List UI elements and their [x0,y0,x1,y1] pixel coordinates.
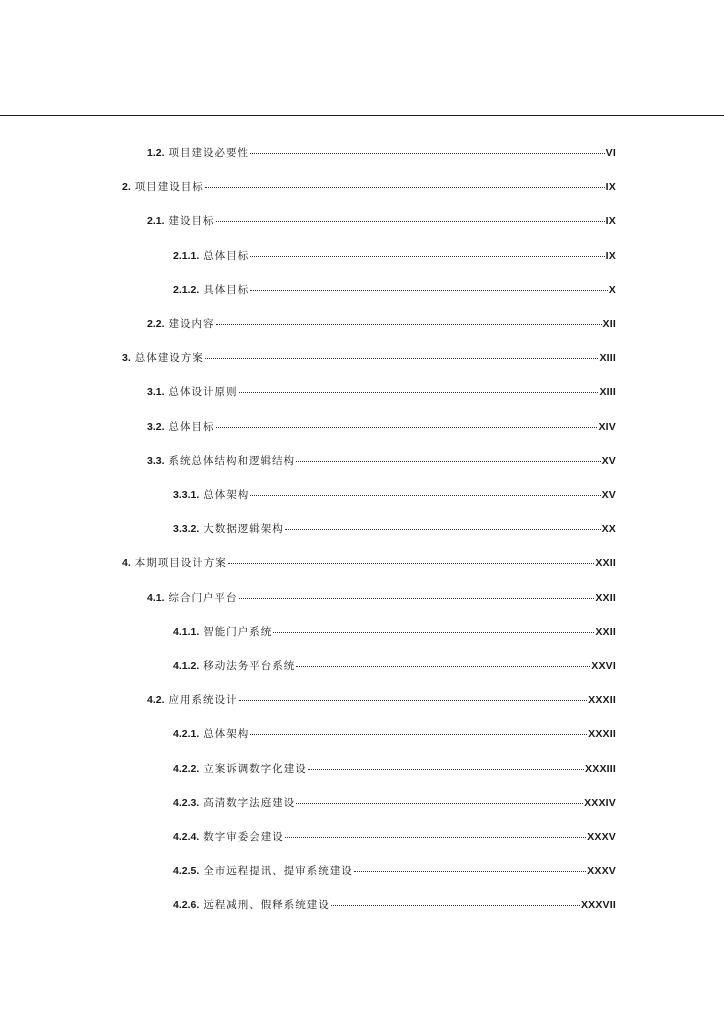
toc-entry-number: 4.2.4. [173,831,200,843]
toc-dot-leader [273,620,594,633]
toc-entry-number: 3.3.1. [173,489,200,501]
toc-entry[interactable] [173,280,616,296]
toc-dot-leader [250,483,600,496]
toc-entry-title: 总体架构 [203,489,250,501]
toc-entry-number: 4.2.2. [173,762,200,775]
toc-entry[interactable] [147,314,616,330]
toc-entry-title: 总体目标 [168,420,215,433]
toc-entry-title: 移动法务平台系统 [203,660,296,672]
toc-entry-number: 4. [122,557,131,570]
toc-entry-page-number: XXXV [587,865,616,878]
toc-entry-page-number: XXII [595,591,616,604]
toc-entry[interactable] [147,143,616,159]
toc-entry[interactable] [147,690,616,706]
toc-entry[interactable] [173,622,616,638]
toc-dot-leader [239,586,595,599]
toc-entry-page-number: XII [602,318,616,330]
toc-entry[interactable] [173,724,616,740]
header-rule [0,115,724,116]
toc-entry[interactable] [147,382,616,398]
toc-dot-leader [296,449,601,462]
toc-entry[interactable] [173,861,616,877]
toc-entry-title: 总体目标 [203,249,250,262]
toc-dot-leader [216,415,598,428]
toc-entry-title: 本期项目设计方案 [134,557,227,570]
toc-entry-page-number: XXVI [591,660,616,672]
toc-entry[interactable] [173,519,616,535]
toc-entry[interactable] [147,211,616,227]
toc-entry-number: 2.1.1. [173,249,200,262]
toc-entry-title: 总体设计原则 [168,386,238,399]
toc-entry[interactable] [147,417,616,433]
toc-entry-number: 4.2.3. [173,796,200,809]
toc-entry-page-number: XXII [595,625,616,638]
toc-entry-number: 1.2. [147,147,165,159]
toc-entry-page-number: XV [601,489,616,501]
toc-entry-page-number: XV [601,454,616,467]
toc-entry-page-number: XIV [598,420,616,433]
toc-dot-leader [216,209,605,222]
toc-entry-page-number: XXXII [588,728,616,741]
toc-entry-number: 3. [122,352,131,365]
toc-entry[interactable] [147,588,616,604]
toc-dot-leader [296,654,590,667]
toc-entry[interactable] [173,759,616,775]
toc-entry-number: 2.1. [147,215,165,228]
toc-entry-number: 4.2.6. [173,899,200,912]
toc-entry-number: 4.2.5. [173,865,200,878]
toc-entry-number: 2.1.2. [173,283,200,296]
toc-entry-number: 4.2. [147,694,165,707]
toc-dot-leader [228,551,595,564]
toc-entry-title: 项目建设目标 [134,181,204,194]
toc-entry-title: 具体目标 [203,283,250,296]
toc-entry-title: 远程减刑、假释系统建设 [203,899,330,912]
toc-entry-page-number: XIII [599,352,616,365]
toc-entry-page-number: IX [605,249,616,262]
toc-dot-leader [285,517,601,530]
toc-dot-leader [250,244,604,257]
toc-dot-leader [296,791,583,804]
toc-entry-number: 3.3. [147,454,165,467]
toc-entry-title: 系统总体结构和逻辑结构 [168,454,296,467]
toc-entry-title: 建设内容 [168,318,215,330]
toc-entry-number: 4.1. [147,591,165,604]
toc-entry-title: 智能门户系统 [203,625,273,638]
toc-entry-page-number: XXXV [587,831,616,843]
toc-dot-leader [216,312,602,325]
toc-dot-leader [250,278,608,291]
toc-entry-number: 4.1.1. [173,625,200,638]
toc-entry[interactable] [122,177,616,193]
toc-entry-number: 3.2. [147,420,165,433]
toc-entry-title: 应用系统设计 [168,694,238,707]
toc-entry-title: 数字审委会建设 [203,831,284,843]
toc-entry-number: 3.1. [147,386,165,399]
toc-entry-page-number: XIII [599,386,616,399]
toc-entry-number: 3.3.2. [173,523,200,536]
toc-entry-title: 立案诉调数字化建设 [203,762,307,775]
toc-entry-title: 高清数字法庭建设 [203,796,296,809]
toc-entry-number: 2.2. [147,318,165,330]
toc-entry[interactable] [173,485,616,501]
toc-entry-page-number: XX [601,523,616,536]
toc-entry-title: 全市远程提讯、提审系统建设 [203,865,353,878]
toc-dot-leader [285,825,586,838]
toc-dot-leader [239,688,588,701]
toc-dot-leader [239,380,599,393]
toc-entry-page-number: IX [605,181,616,194]
toc-entry-title: 总体建设方案 [134,352,204,365]
toc-dot-leader [205,175,605,188]
toc-entry[interactable] [122,553,616,569]
toc-entry-page-number: XXXIII [585,762,616,775]
toc-entry-title: 项目建设必要性 [168,147,250,159]
toc-entry-page-number: IX [605,215,616,228]
toc-entry-number: 4.2.1. [173,728,200,741]
toc-dot-leader [308,757,584,770]
toc-entry-page-number: VI [605,147,616,159]
toc-entry[interactable] [173,895,616,911]
toc-entry[interactable] [173,793,616,809]
toc-entry-title: 建设目标 [168,215,215,228]
toc-dot-leader [205,346,599,359]
toc-entry-page-number: X [608,283,616,296]
toc-entry-page-number: XXXVII [580,899,616,912]
toc-dot-leader [250,722,587,735]
toc-entry[interactable] [147,451,616,467]
toc-entry-number: 2. [122,181,131,194]
toc-entry-title: 总体架构 [203,728,250,741]
toc-dot-leader [250,141,605,154]
toc-entry-page-number: XXXII [588,694,616,707]
toc-entry-page-number: XXII [595,557,616,570]
toc-entry[interactable] [173,656,616,672]
toc-dot-leader [331,893,580,906]
toc-entry-page-number: XXXIV [584,796,616,809]
toc-entry-title: 综合门户平台 [168,591,238,604]
toc-entry-title: 大数据逻辑架构 [203,523,284,536]
toc-entry[interactable] [173,246,616,262]
toc-dot-leader [354,859,586,872]
toc-entry-number: 4.1.2. [173,660,200,672]
toc-entry[interactable] [173,827,616,843]
toc-entry[interactable] [122,348,616,364]
